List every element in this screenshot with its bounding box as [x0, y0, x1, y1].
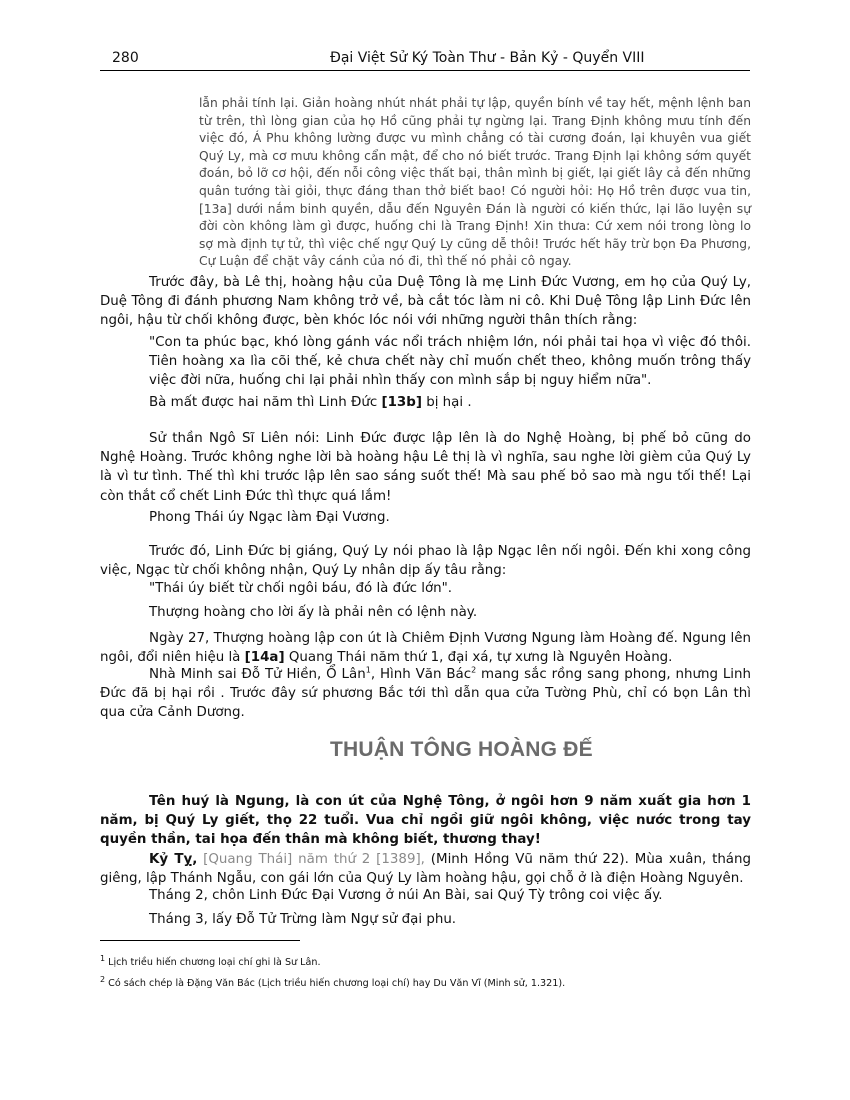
- paragraph-text: Ngày 27, Thượng hoàng lập con út là Chiêm Định Vương Ngung làm Hoàng đế. Ngung lên ngôi, đổi niên hiệu là: [100, 631, 751, 666]
- paragraph-thuong-hoang: Thượng hoàng cho lời ấy là phải nên có lệnh này.: [149, 605, 478, 620]
- year-label: Kỷ Tỵ,: [149, 852, 198, 867]
- era-annotation: [Quang Thái] năm thứ 2 [1389],: [197, 852, 425, 867]
- footnote-text: Có sách chép là Đặng Văn Bác (Lịch triều hiến chương loại chí) hay Du Văn Vĩ (Minh sử, 1.321).: [105, 978, 566, 989]
- paragraph-thang-3: Tháng 3, lấy Đỗ Tử Trừng làm Ngự sử đại phu.: [149, 912, 457, 927]
- paragraph-ngo-si-lien: Sử thần Ngô Sĩ Liên nói: Linh Đức được lập lên là do Nghệ Hoàng, bị phế bỏ cũng do Nghệ Hoàng. Trước không nghe lời bà hoàng hậu Lê thị là vì nghĩa, sau nghe lời gièm của Quý Ly là vì tư tình. Thế thì khi trước lập lên sao sáng suốt thế! Mà sau phế bỏ sao mà ngu tối thế! Lại còn thắt cổ chết Linh Đức thì thực quá lắm!: [100, 431, 751, 504]
- footnote-mark: 2: [100, 974, 106, 984]
- chapter-heading: THUẬN TÔNG HOÀNG ĐẾ: [330, 738, 593, 761]
- paragraph-ky-ty: [100, 850, 751, 888]
- quote-thai-uy: "Thái úy biết từ chối ngôi báu, đó là đức lớn".: [149, 581, 453, 596]
- paragraph-nha-minh: [100, 665, 751, 723]
- paragraph-truoc-do: Trước đó, Linh Đức bị giáng, Quý Ly nói phao là lập Ngạc lên nối ngôi. Đến khi xong công việc, Ngạc từ chối không nhận, Quý Ly nhân dịp ấy tâu rằng:: [100, 544, 751, 579]
- footnote-mark: 1: [100, 953, 106, 963]
- chapter-intro: Tên huý là Ngung, là con út của Nghệ Tông, ở ngôi hơn 9 năm xuất gia hơn 1 năm, bị Quý Ly giết, thọ 22 tuổi. Vua chỉ ngồi giữ ngôi không, việc nước trong tay quyền thần, tai họa đến thân mà không biết, thương thay!: [100, 794, 751, 848]
- footnote-separator: [100, 940, 300, 941]
- quote-hoang-hau: "Con ta phúc bạc, khó lòng gánh vác nổi trách nhiệm lớn, nói phải tai họa vì việc đó thôi. Tiên hoàng xa lìa cõi thế, kẻ chưa chết này chỉ muốn chết theo, không muốn trông thấy việc đời nữa, huống chi lại phải nhìn thấy con mình sắp bị nguy hiểm nữa".: [149, 335, 751, 389]
- paragraph-text: Quang Thái năm thứ 1, đại xá, tự xưng là Nguyên Hoàng.: [284, 650, 673, 666]
- paragraph-text: bị hại .: [421, 395, 472, 410]
- footnote-ref-1[interactable]: 1: [365, 665, 371, 675]
- paragraph-text: , Hình Văn Bác: [370, 667, 472, 682]
- running-title: Đại Việt Sử Ký Toàn Thư - Bản Kỷ - Quyển VIII: [330, 50, 645, 66]
- page-reference: [14a]: [244, 650, 285, 666]
- page-reference: [13b]: [381, 395, 422, 410]
- page-header: [100, 48, 750, 71]
- paragraph-text: (Minh Hồng Vũ năm thứ 22). Mùa xuân, tháng giêng, lập Thánh Ngẫu, con gái lớn của Quý Ly làm hoàng hậu, gọi chỗ ở là điện Hoàng Nguyên.: [100, 852, 751, 887]
- footnote-2: [100, 974, 750, 990]
- paragraph-text: Bà mất được hai năm thì Linh Đức: [149, 395, 382, 410]
- footnote-1: [100, 953, 750, 969]
- page-number: 280: [112, 50, 139, 66]
- paragraph-le-thi: Trước đây, bà Lê thị, hoàng hậu của Duệ Tông là mẹ Linh Đức Vương, em họ của Quý Ly, Duệ Tông đi đánh phương Nam không trở về, bà cắt tóc làm ni cô. Khi Duệ Tông lập Linh Đức lên ngôi, hậu từ chối không được, bèn khóc lóc nói với những người thân thích rằng:: [100, 275, 751, 329]
- paragraph-thang-2: Tháng 2, chôn Linh Đức Đại Vương ở núi An Bài, sai Quý Tỳ trông coi việc ấy.: [149, 888, 663, 903]
- paragraph-text: mang sắc rồng sang phong, nhưng Linh Đức đã bị hại rồi . Trước đây sứ phương Bắc tới thì dẫn qua cửa Tường Phù, chỉ có bọn Lân thì qua cửa Cảnh Dương.: [100, 667, 751, 721]
- footnote-text: Lịch triều hiến chương loại chí ghi là Sư Lân.: [105, 957, 321, 968]
- commentary-block: lẫn phải tính lại. Giản hoàng nhút nhát phải tự lập, quyền bính về tay hết, mệnh lệnh ban từ trên, thì lòng gian của họ Hồ cũng phải tự ngừng lại. Trang Định không mưu tính đến việc đó, Á Phu không lường được vu mình chẳng có tài cương đoán, lại khuyên vua giết Quý Ly, mà cơ mưu không cẩn mật, để cho nó biết trước. Trang Định lại không sớm quyết đoán, bỏ lỡ cơ hội, đến nỗi công việc thất bại, thân mình bị giết, lại giết lây cả đến những quân tướng tài giỏi, thực đáng than thở biết bao! Có người hỏi: Họ Hồ trên được vua tin, [13a] dưới nắm binh quyền, dẫu đến Nguyên Đán là người có kiến thức, lại lão luyện sự đời còn không làm gì được, huống chi là Trang Định! Xin thưa: Cứ xem nói trong lòng lo sợ mà định tự tử, thì việc chế ngự Quý Ly cũng dễ thôi! Trước hết hãy trừ bọn Đa Phương, Cự Luận để chặt vây cánh của nó đi, thì thế nó phải cô ngay.: [199, 96, 751, 269]
- paragraph-ngay-27: [100, 629, 751, 667]
- footnote-ref-2[interactable]: 2: [471, 665, 477, 675]
- paragraph-text: Nhà Minh sai Đỗ Tử Hiền, Ổ Lân: [149, 667, 366, 682]
- paragraph-phong-thai-uy: Phong Thái úy Ngạc làm Đại Vương.: [149, 510, 390, 525]
- paragraph-linh-duc-hai: [149, 393, 751, 412]
